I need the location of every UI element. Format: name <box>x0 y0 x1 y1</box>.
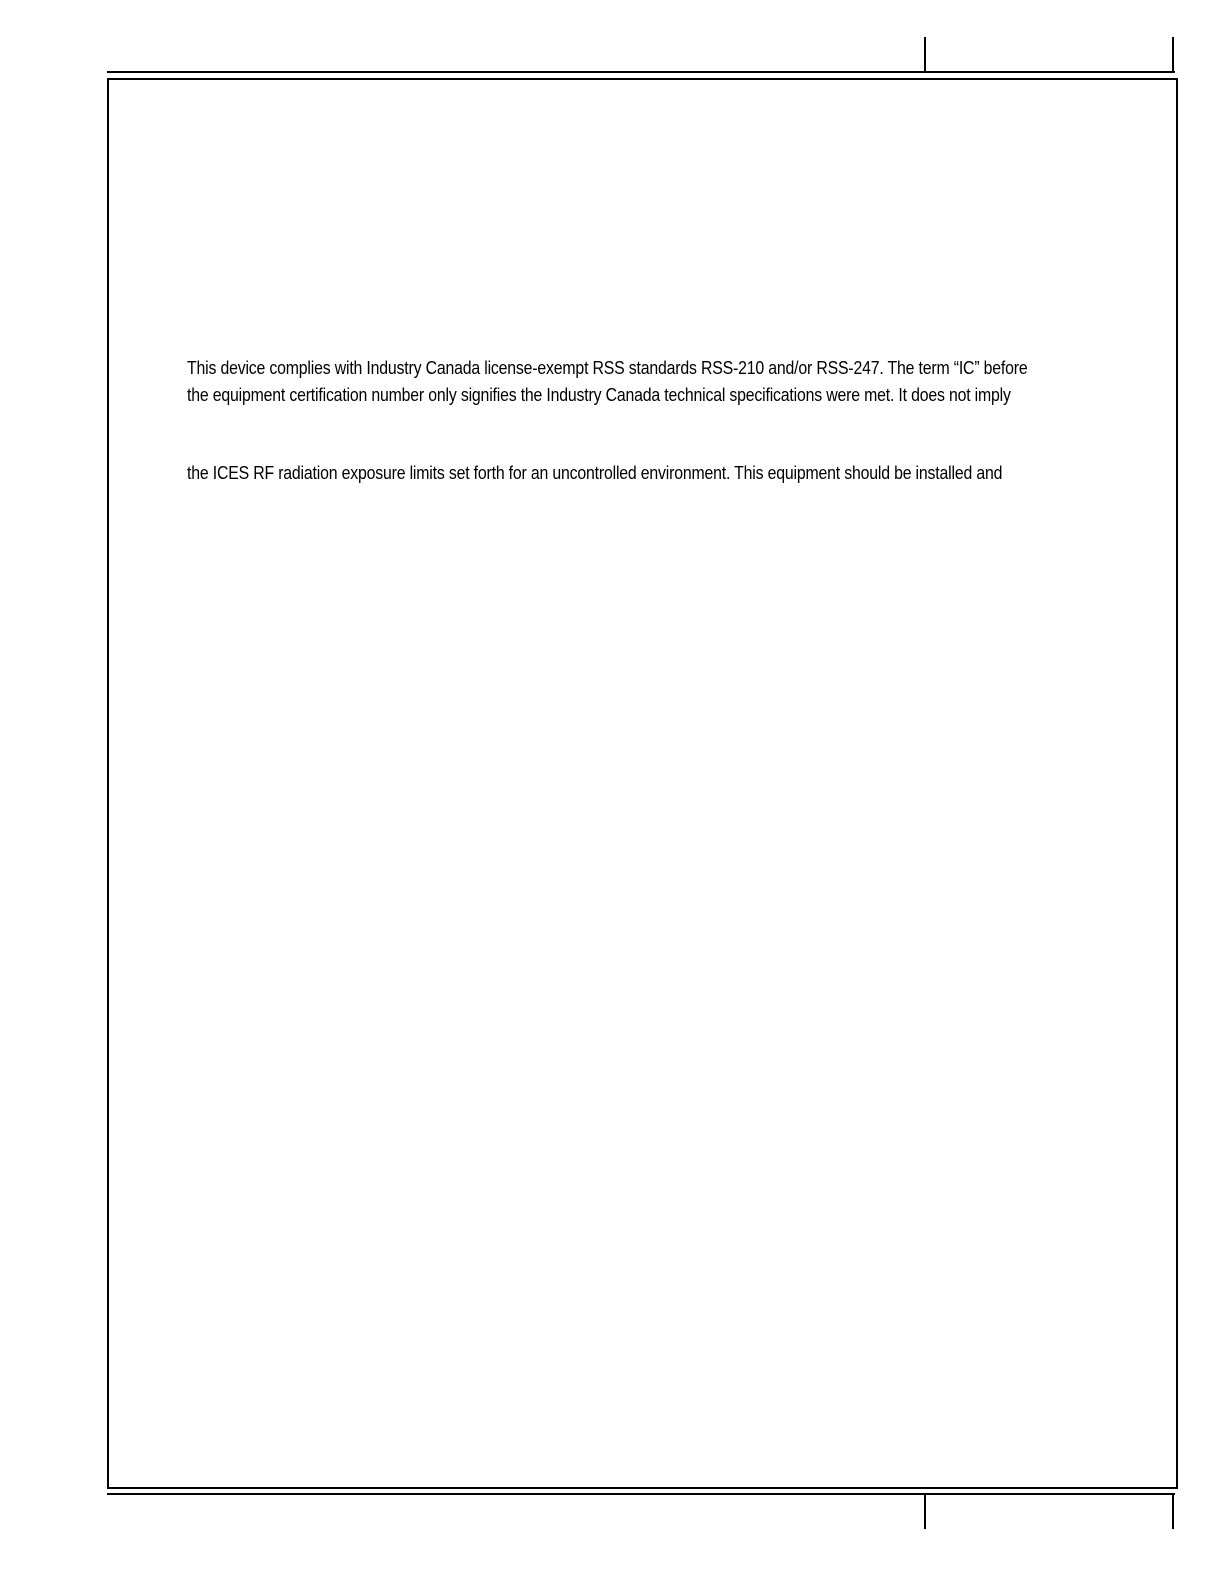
header-divider-left <box>924 37 926 72</box>
page-frame <box>107 78 1178 1489</box>
footer-divider-left <box>924 1494 926 1529</box>
header-rule <box>107 71 1175 73</box>
header-divider-right <box>1172 37 1174 72</box>
paragraph-line-3: the ICES RF radiation exposure limits set forth for an uncontrolled environment. This equipment should be installed and <box>187 463 1003 483</box>
footer-rule <box>107 1493 1175 1495</box>
paragraph-line-1: This device complies with Industry Canada license-exempt RSS standards RSS-210 and/or RSS-247. The term “IC” before <box>187 358 1028 378</box>
paragraph-line-2: the equipment certification number only signifies the Industry Canada technical specifications were met. It does not imply <box>187 385 1011 405</box>
footer-divider-right <box>1172 1494 1174 1529</box>
